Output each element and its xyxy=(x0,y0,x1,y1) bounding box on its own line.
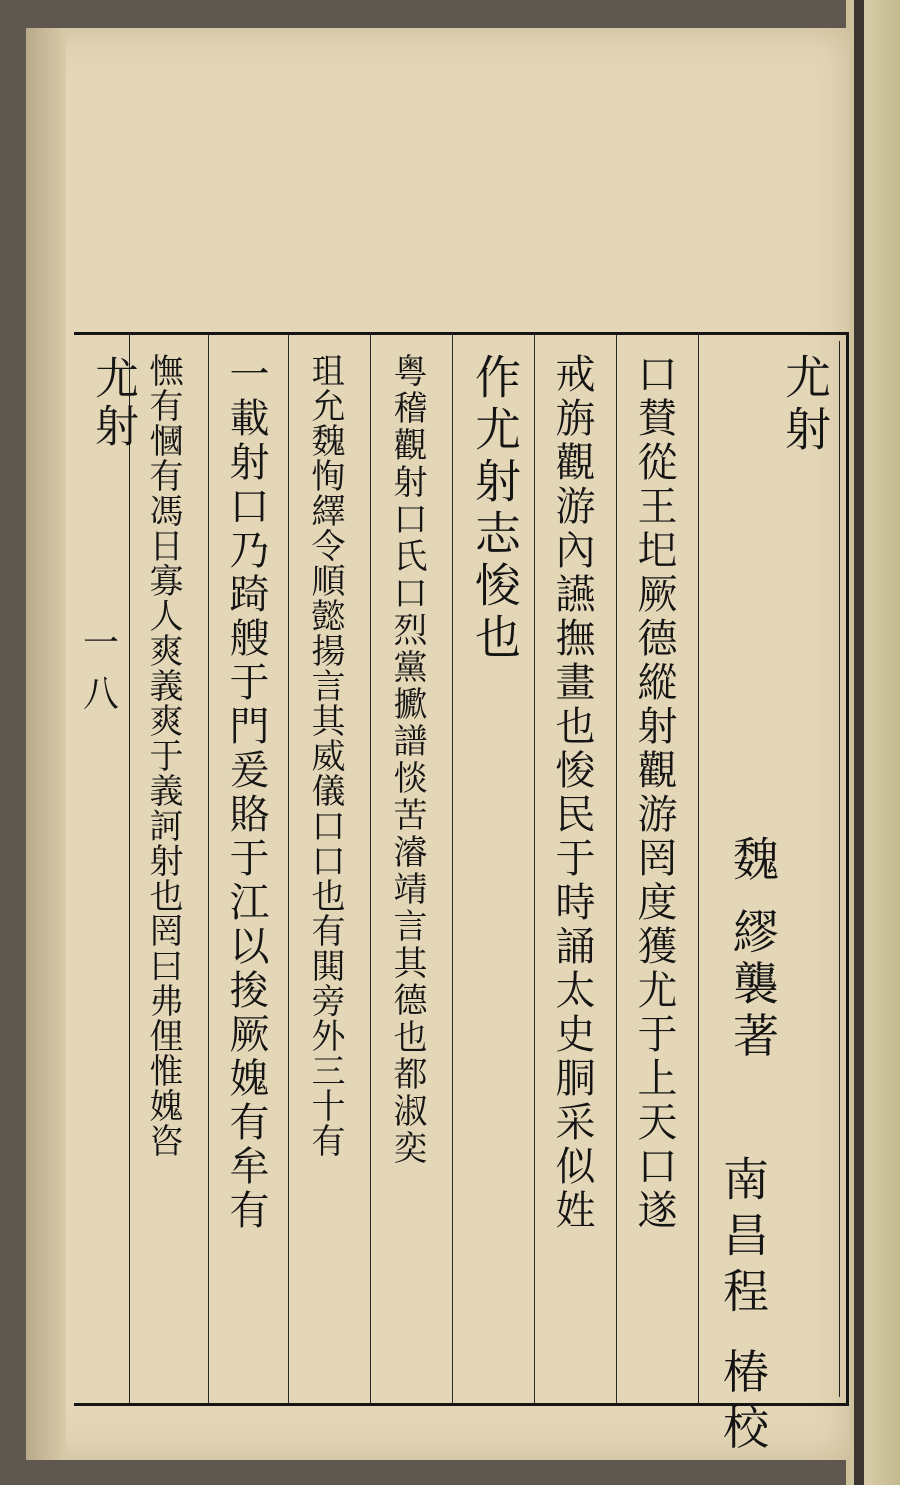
fold-margin xyxy=(74,335,138,1403)
column-rule xyxy=(208,335,209,1403)
column-rule xyxy=(698,335,699,1403)
fold-margin-page-number: 一八 xyxy=(83,623,120,715)
text-column-4: 粤稽觀射口氏口烈黨擨譜惔苦濬靖言其德也都淑奕 xyxy=(387,353,427,1167)
text-column-3: 作尤射志悛也 xyxy=(468,353,522,665)
column-rule xyxy=(616,335,617,1403)
text-frame xyxy=(74,332,849,1460)
column-rule xyxy=(534,335,535,1403)
page-stack-edge xyxy=(26,28,66,1460)
text-column-6: 一載射口乃踦艘于門爰賂于江以捘厥媿有牟有 xyxy=(223,353,269,1233)
frame-inner-border xyxy=(839,341,840,1397)
column-rule xyxy=(452,335,453,1403)
text-column-1: 口賛從王圯厥德縱射觀游罔度獲尤于上天口遂 xyxy=(631,353,677,1233)
column-rule xyxy=(288,335,289,1403)
column-rule xyxy=(370,335,371,1403)
editor-line: 南昌程 椿校 xyxy=(716,1155,770,1460)
text-column-5: 珇允魏恂繹令順懿揚言其威儀口口也有閧旁外三十有 xyxy=(305,353,345,1158)
chapter-heading: 尤射 xyxy=(778,353,832,457)
text-column-7: 憮有慖有馮日寡人爽義爽于義訶射也罔曰弗俚惟媿咨 xyxy=(143,353,183,1158)
text-column-2: 戒旃觀游內讌撫畫也悛民于時誦太史胴采似姓 xyxy=(549,353,595,1233)
book-page xyxy=(26,28,850,1460)
adjacent-page-strip xyxy=(846,0,900,1485)
binding-gutter xyxy=(854,0,864,1485)
author-line: 魏 繆襲著 xyxy=(726,835,780,1064)
fold-margin-title: 尤射 xyxy=(87,355,138,451)
